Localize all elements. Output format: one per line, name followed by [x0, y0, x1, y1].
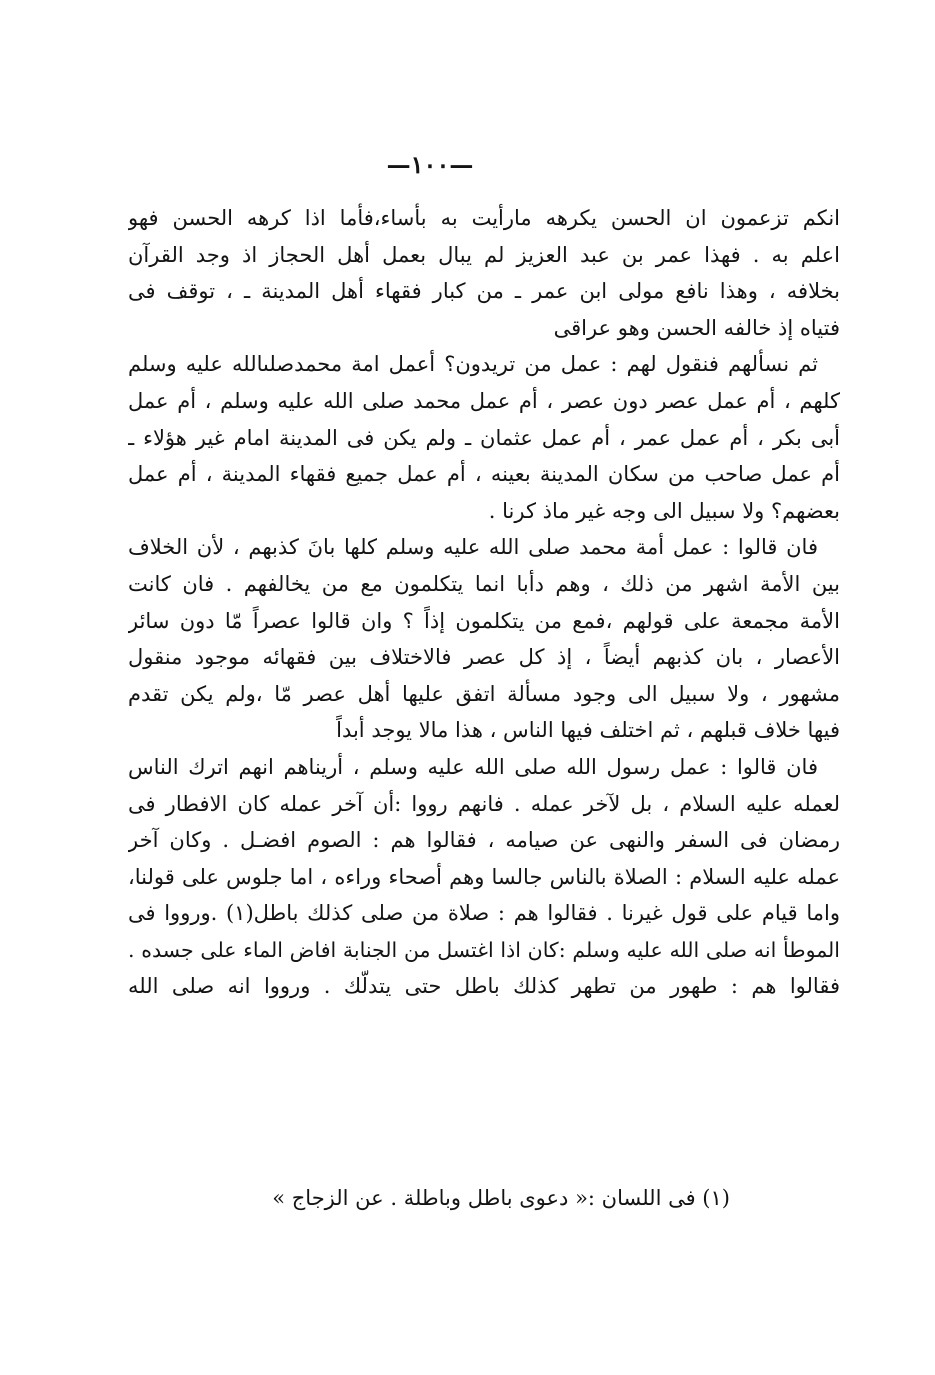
body-text — [128, 200, 840, 1005]
text-line: فان قالوا : عمل رسول الله صلى الله عليه وسلم ، أريناهم انهم اترك الناس — [128, 754, 818, 779]
text-line: بخلافه ، وهذا نافع مولى ابن عمر ـ من كبار فقهاء أهل المدينة ـ ، توقف فى — [128, 279, 840, 304]
text-line: عمله عليه السلام : الصلاة بالناس جالسا وهم أصحاء وراءه ، اما جلوس على قولنا، — [128, 864, 840, 889]
text-line: بين الأمة اشهر من ذلك ، وهم دأبا انما يتكلمون مع من يخالفهم . فان كانت — [128, 571, 840, 596]
text-line: واما قيام على قول غيرنا . فقالوا هم : صلاة من صلى كذلك باطل(١) .ورووا فى — [128, 901, 840, 926]
text-line: أم عمل صاحب من سكان المدينة بعينه ، أم عمل جميع فقهاء المدينة ، أم عمل — [128, 462, 840, 487]
text-line: الموطأ انه صلى الله عليه وسلم :كان اذا اغتسل من الجنابة افاض الماء على جسده . — [128, 937, 840, 962]
text-line: اعلم به . فهذا عمر بن عبد العزيز لم يبال بعمل أهل الحجاز اذ وجد القرآن — [128, 242, 840, 267]
text-line: فتياه إذ خالفه الحسن وهو عراقى — [553, 315, 840, 340]
footnote-divider — [690, 1175, 840, 1176]
text-line: رمضان فى السفر والنهى عن صيامه ، فقالوا هم : الصوم افضـل . وكان آخر — [128, 828, 840, 853]
footnote: (١) فى اللسان :« دعوى باطل وباطلة . عن الزجاج » — [272, 1186, 730, 1210]
text-line: فان قالوا : عمل أمة محمد صلى الله عليه وسلم كلها بانَ كذبهم ، لأن الخلاف — [128, 535, 818, 560]
text-line: بعضهم؟ ولا سبيل الى وجه غير ماذ كرنا . — [488, 498, 840, 523]
text-line: كلهم ، أم عمل عصر دون عصر ، أم عمل محمد صلى الله عليه وسلم ، أم عمل — [128, 388, 840, 413]
text-line: ثم نسألهم فنقول لهم : عمل من تريدون؟ أعمل امة محمدصلىالله عليه وسلم — [128, 352, 818, 377]
text-line: الأعصار ، بان كذبهم أيضاً ، إذ كل عصر فالاختلاف بين فقهائه موجود منقول — [128, 645, 840, 670]
text-line: مشهور ، ولا سبيل الى وجود مسألة اتفق عليها أهل عصر مّا ،ولم يكن تقدم — [128, 681, 840, 706]
text-line: فيها خلاف قبلهم ، ثم اختلف فيها الناس ، هذا مالا يوجد أبداً — [336, 718, 840, 743]
text-line: فقالوا هم : طهور من تطهر كذلك باطل حتى يتدلّك . ورووا انه صلى الله — [128, 974, 840, 999]
text-line: الأمة مجمعة على قولهم ،فمع من يتكلمون إذاً ؟ وان قالوا عصراً مّا دون سائر — [128, 608, 840, 633]
text-line: انكم تزعمون ان الحسن يكرهه مارأيت به بأساء،فأما اذا كرهه الحسن فهو — [128, 206, 840, 230]
text-line: لعمله عليه السلام ، بل لآخر عمله . فانهم رووا :أن آخر عمله كان الافطار فى — [128, 791, 840, 816]
page-number: —١٠٠— — [386, 150, 474, 179]
text-line: أبى بكر ، أم عمل عمر ، أم عمل عثمان ـ ولم يكن فى المدينة امام غير هؤلاء ـ — [128, 425, 840, 450]
